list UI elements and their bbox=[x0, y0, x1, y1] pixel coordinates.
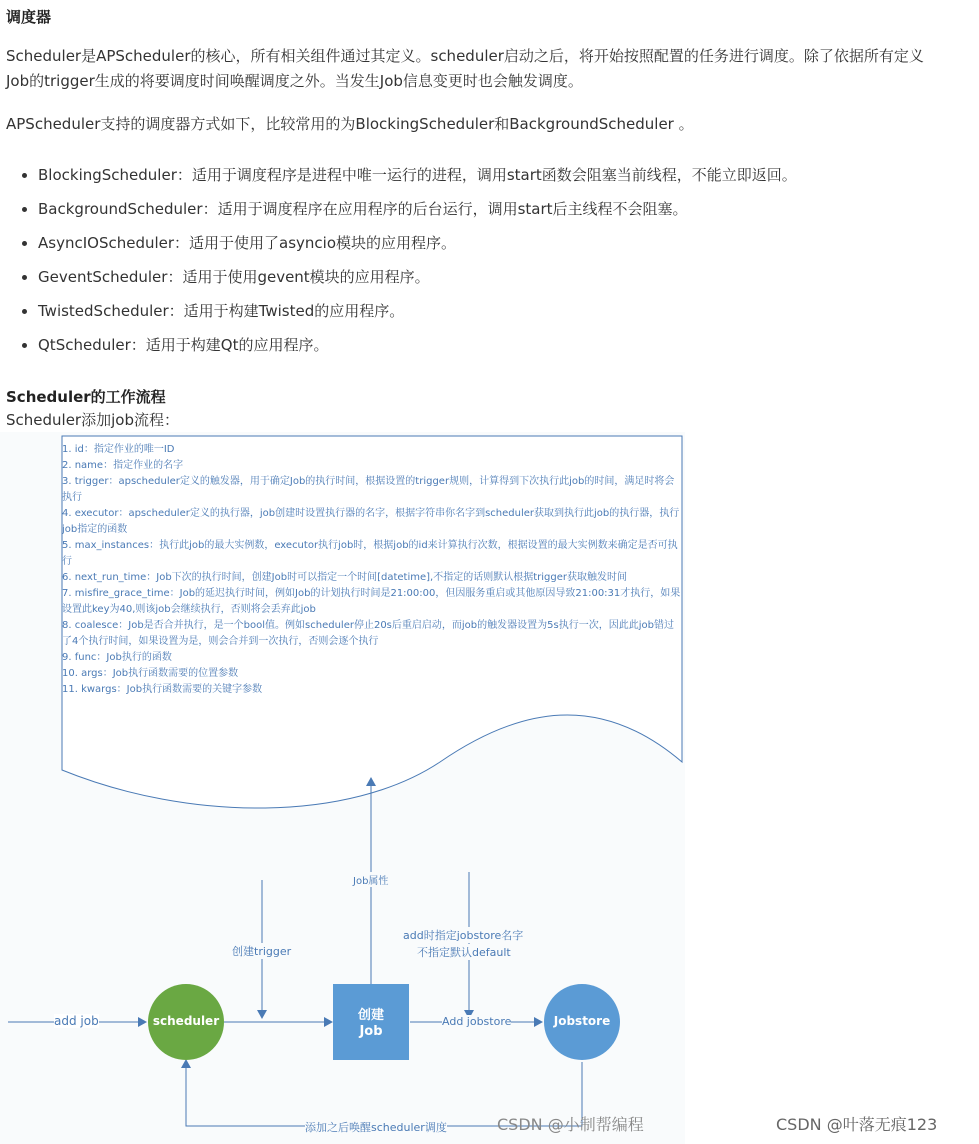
scheduler-node-label: scheduler bbox=[152, 1014, 220, 1028]
job-field: 3. trigger：apscheduler定义的触发器，用于确定Job的执行时间，根据设置的trigger规则，计算得到下次执行此job的时间，满足时将会执行 bbox=[62, 476, 675, 503]
list-item-gevent: • GeventScheduler：适用于使用gevent模块的应用程序。 bbox=[38, 260, 797, 294]
label-wake-scheduler: 添加之后唤醒scheduler调度 bbox=[305, 1121, 447, 1134]
paragraph-intro-line1: Scheduler是APScheduler的核心，所有相关组件通过其定义。scheduler启动之后，将开始按照配置的任务进行调度。除了依据所有定义 bbox=[6, 47, 924, 65]
list-item-asyncio: • AsyncIOScheduler：适用于使用了asyncio模块的应用程序。 bbox=[38, 226, 797, 260]
list-item-blocking: • BlockingScheduler：适用于调度程序是进程中唯一运行的进程，调用start函数会阻塞当前线程，不能立即返回。 bbox=[38, 158, 797, 192]
section-heading-scheduler: 调度器 bbox=[6, 8, 52, 26]
list-item-twisted: • TwistedScheduler：适用于构建Twisted的应用程序。 bbox=[38, 294, 797, 328]
scheduler-types-list bbox=[18, 158, 797, 362]
job-attributes-list bbox=[62, 442, 682, 698]
job-field: 6. next_run_time：Job下次的执行时间，创建Job时可以指定一个时间[datetime],不指定的话则默认根据trigger获取触发时间 bbox=[62, 572, 627, 583]
label-create-trigger: 创建trigger bbox=[232, 945, 292, 958]
section-heading-flow: Scheduler的工作流程 bbox=[6, 388, 166, 406]
watermark-overlap: CSDN @小制帮编程 bbox=[497, 1115, 644, 1134]
create-job-node-label-line1: 创建 bbox=[357, 1008, 384, 1023]
job-flow-diagram bbox=[0, 432, 979, 1144]
paragraph-intro-line2: Job的trigger生成的将要调度时间唤醒调度之外。当发生Job信息变更时也会触发调度。 bbox=[6, 72, 583, 90]
job-field: 8. coalesce：Job是否合并执行，是一个bool值。例如scheduler停止20s后重启启动，而job的触发器设置为5s执行一次，因此此job错过了4个执行时间，如果设置为是，则会合并到一次执行，否则会逐个执行 bbox=[62, 620, 674, 647]
label-jobstore-name: add时指定jobstore名字 bbox=[403, 929, 524, 942]
job-field: 11. kwargs：Job执行函数需要的关键字参数 bbox=[62, 684, 263, 695]
job-field: 9. func：Job执行的函数 bbox=[62, 652, 172, 663]
create-job-node-label-line2: Job bbox=[359, 1024, 383, 1039]
job-field: 5. max_instances：执行此job的最大实例数，executor执行job时，根据job的id来计算执行次数，根据设置的最大实例数来确定是否可执行 bbox=[62, 540, 678, 567]
label-jobstore-default: 不指定默认default bbox=[417, 946, 511, 959]
job-field: 7. misfire_grace_time：Job的延迟执行时间，例如Job的计划执行时间是21:00:00，但因服务重启或其他原因导致21:00:31才执行，如果设置此key为40,则该job会继续执行，否则将会丢弃此job bbox=[62, 588, 681, 615]
label-job-attributes: Job属性 bbox=[353, 872, 388, 887]
list-item-qt: • QtScheduler：适用于构建Qt的应用程序。 bbox=[38, 328, 797, 362]
job-field: 1. id：指定作业的唯一ID bbox=[62, 444, 175, 455]
flow-intro: Scheduler添加job流程： bbox=[6, 411, 179, 429]
label-add-jobstore: Add jobstore bbox=[442, 1015, 512, 1028]
job-field: 2. name：指定作业的名字 bbox=[62, 460, 184, 471]
label-add-job: add job bbox=[54, 1014, 99, 1028]
job-field: 4. executor：apscheduler定义的执行器，job创建时设置执行器的名字，根据字符串你名字到scheduler获取到执行此job的执行器，执行job指定的函数 bbox=[62, 508, 680, 535]
list-item-background: • BackgroundScheduler：适用于调度程序在应用程序的后台运行，调用start后主线程不会阻塞。 bbox=[38, 192, 797, 226]
paragraph-scheduler-types: APScheduler支持的调度器方式如下，比较常用的为BlockingScheduler和BackgroundScheduler 。 bbox=[6, 115, 694, 133]
watermark: CSDN @叶落无痕123 bbox=[776, 1115, 938, 1134]
jobstore-node-label: Jobstore bbox=[553, 1014, 611, 1028]
job-field: 10. args：Job执行函数需要的位置参数 bbox=[62, 668, 239, 679]
